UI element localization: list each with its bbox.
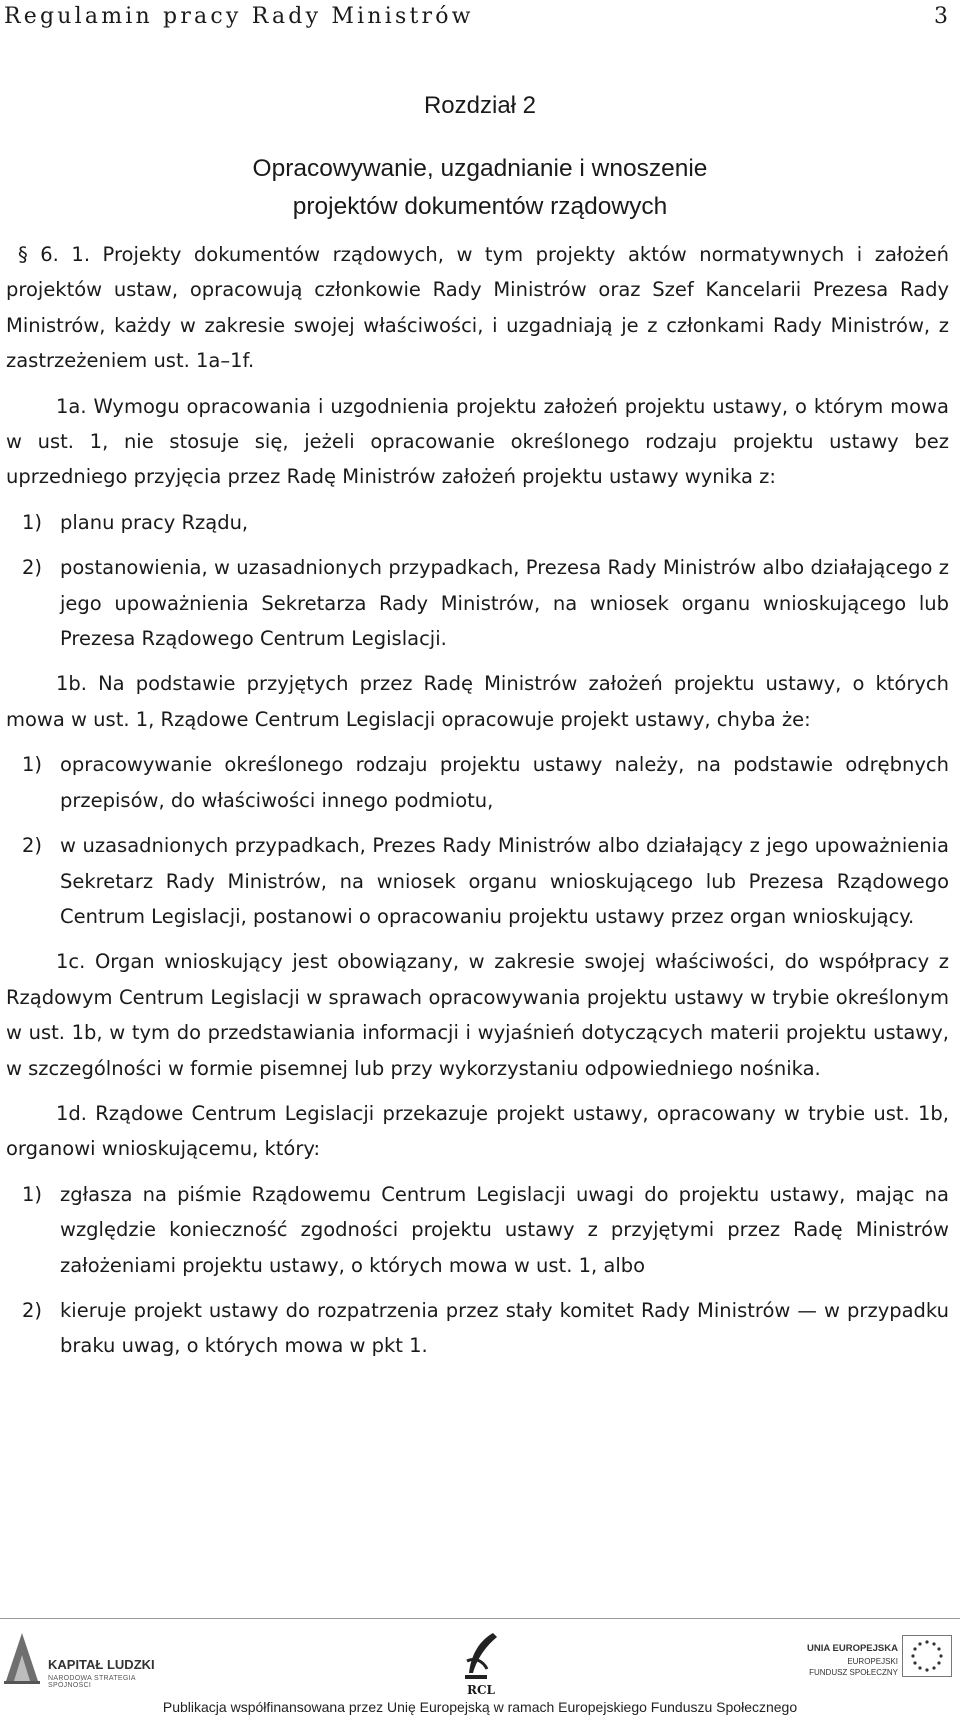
running-title: Regulamin pracy Rady Ministrów xyxy=(4,4,474,29)
list-item-text: postanowienia, w uzasadnionych przypadkach, Prezesa Rady Ministrów albo działającego z jego upoważnienia Sekretarza Rady Ministrów, na wniosek organu wnioskującego lub Prezesa Rządowego Centrum Legislacji. xyxy=(60,556,949,651)
logo-label: RCL xyxy=(467,1683,495,1697)
funding-note: Publikacja współfinansowana przez Unię Europejską w ramach Europejskiego Funduszu Społecznego xyxy=(162,1699,798,1715)
kapital-ludzki-logo xyxy=(0,1629,180,1689)
chapter-title xyxy=(0,150,960,226)
list-item-text: opracowywanie określonego rodzaju projektu ustawy należy, na podstawie odrębnych przepisów, do właściwości innego podmiotu, xyxy=(60,753,949,812)
paragraph-6-1: § 6. 1. Projekty dokumentów rządowych, w tym projekty aktów normatywnych i założeń projektów ustaw, opracowują członkowie Rady Ministrów oraz Szef Kancelarii Prezesa Rady Ministrów, każdy w zakresie swojej właściwości, i uzgadniają je z członkami Rady Ministrów, z zastrzeżeniem ust. 1a–1f. xyxy=(6,243,949,373)
quill-icon xyxy=(457,1631,507,1683)
logo-sublabel: EUROPEJSKI xyxy=(847,1657,898,1666)
list-item-number: 2) xyxy=(22,1298,43,1322)
eu-logo xyxy=(780,1635,960,1695)
list-item-text: planu pracy Rządu, xyxy=(60,510,249,534)
list-item xyxy=(6,1293,949,1364)
logo-label: UNIA EUROPEJSKA xyxy=(807,1643,898,1654)
paragraph-1a: 1a. Wymogu opracowania i uzgodnienia projektu założeń projektu ustawy, o którym mowa w ust. 1, nie stosuje się, jeżeli opracowanie określonego rodzaju projektu ustawy bez uprzedniego przyjęcia przez Radę Ministrów założeń projektu ustawy wynika z: xyxy=(6,394,949,489)
list-item-number: 1) xyxy=(22,1182,43,1206)
page-header xyxy=(0,2,948,34)
paragraph-1d: 1d. Rządowe Centrum Legislacji przekazuje projekt ustawy, opracowany w trybie ust. 1b, organowi wnioskującemu, który: xyxy=(6,1101,949,1161)
list-item-number: 1) xyxy=(22,753,43,777)
list-item xyxy=(6,550,949,656)
page-footer xyxy=(0,1618,960,1722)
list-item-text: kieruje projekt ustawy do rozpatrzenia przez stały komitet Rady Ministrów — w przypadku braku uwag, o których mowa w pkt 1. xyxy=(60,1298,949,1358)
list-item-text: w uzasadnionych przypadkach, Prezes Rady Ministrów albo działający z jego upoważnienia Sekretarz Rady Ministrów, na wniosek organu wnioskującego lub Prezesa Rządowego Centrum Legislacji, postanowi o opracowaniu projektu ustawy przez organ wnioskujący. xyxy=(60,834,949,928)
list-item-number: 2) xyxy=(22,556,43,580)
logo-label: KAPITAŁ LUDZKI xyxy=(48,1657,155,1672)
page-number: 3 xyxy=(934,4,948,29)
document-body xyxy=(6,237,949,1374)
list-item xyxy=(6,1177,949,1283)
list-item-number: 2) xyxy=(22,834,43,858)
list-item xyxy=(6,828,949,934)
kapital-ludzki-emblem-icon xyxy=(2,1629,42,1685)
eu-flag-icon xyxy=(902,1635,952,1677)
logo-sublabel: NARODOWA STRATEGIA SPÓJNOŚCI xyxy=(48,1675,136,1689)
list-item xyxy=(6,505,949,540)
chapter-label: Rozdział 2 xyxy=(423,92,537,119)
list-item xyxy=(6,747,949,818)
paragraph-1b: 1b. Na podstawie przyjętych przez Radę Ministrów założeń projektu ustawy, o których mowa w ust. 1, Rządowe Centrum Legislacji opracowuje projekt ustawy, chyba że: xyxy=(6,672,949,731)
list-item-number: 1) xyxy=(22,510,43,534)
chapter-title-line: Opracowywanie, uzgadnianie i wnoszenie xyxy=(252,155,708,182)
list-item-text: zgłasza na piśmie Rządowemu Centrum Legislacji uwagi do projektu ustawy, mając na względzie konieczność zgodności projektu ustawy z przyjętymi przez Radę Ministrów założeniami projektu ustawy, o których mowa w ust. 1, albo xyxy=(60,1182,949,1277)
logo-sublabel: FUNDUSZ SPOŁECZNY xyxy=(809,1668,898,1677)
chapter-title-line: projektów dokumentów rządowych xyxy=(292,193,668,220)
paragraph-1c: 1c. Organ wnioskujący jest obowiązany, w zakresie swojej właściwości, do współpracy z Rządowym Centrum Legislacji w sprawach opracowywania projektu ustawy w trybie określonym w ust. 1b, w tym do przedstawiania informacji i wyjaśnień dotyczących materii projektu ustawy, w szczególności w formie pisemnej lub przy wykorzystaniu odpowiedniego nośnika. xyxy=(6,950,949,1080)
rcl-logo xyxy=(453,1631,513,1701)
